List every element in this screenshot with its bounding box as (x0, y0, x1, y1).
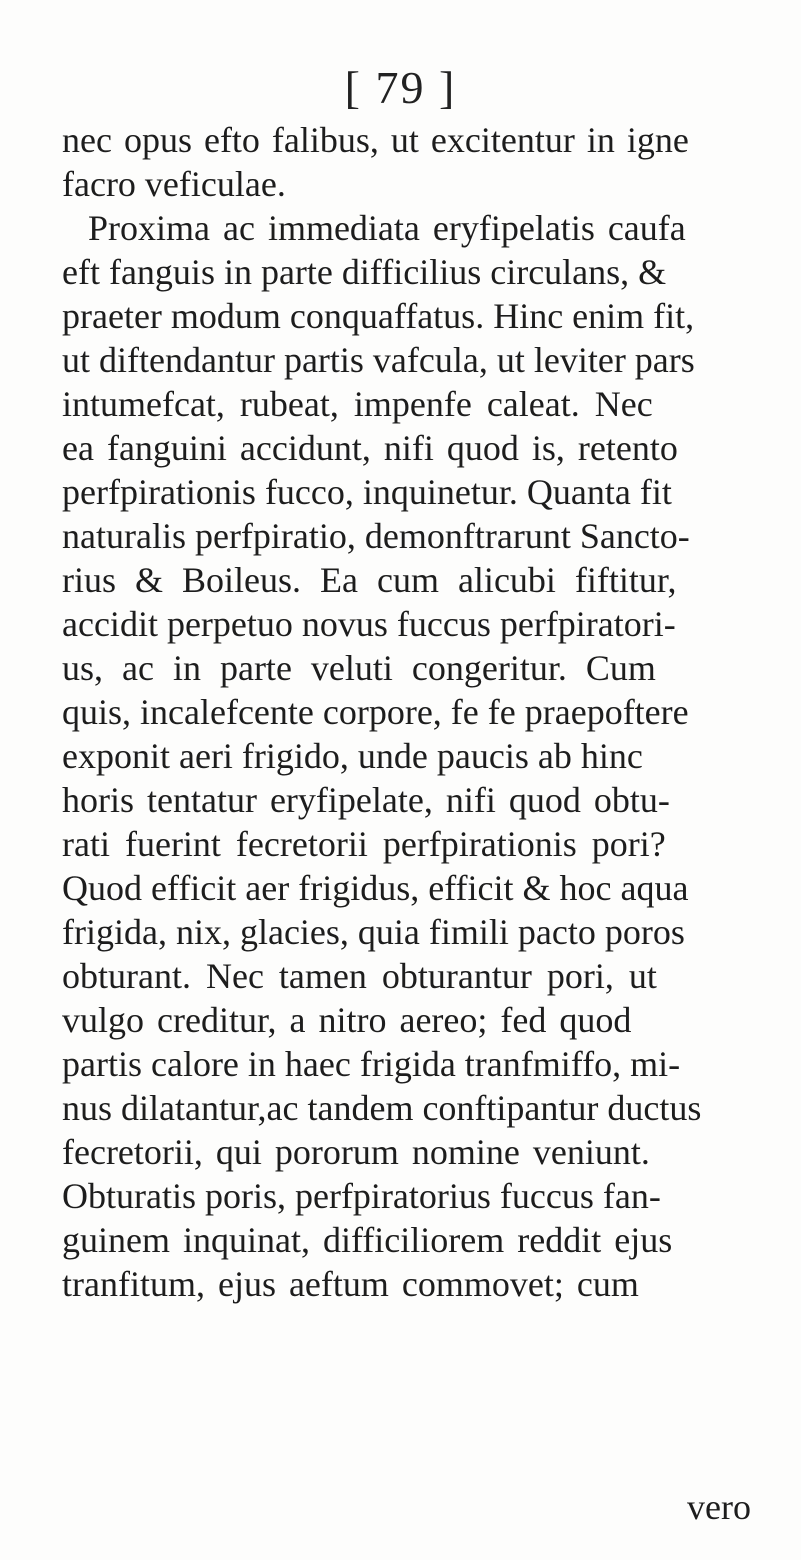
text-line: quis, incalefcente corpore, fe fe praepoftere (62, 692, 689, 732)
text-line: eft fanguis in parte difficilius circulans, & (62, 252, 667, 292)
text-line: accidit perpetuo novus fuccus perfpiratori- (62, 604, 676, 644)
catchword: vero (687, 1487, 751, 1527)
text-line: nus dilatantur,ac tandem conftipantur ductus (62, 1088, 702, 1128)
text-line: partis calore in haec frigida tranfmiffo, mi- (62, 1044, 681, 1084)
text-line: vulgo creditur, a nitro aereo; fed quod (62, 1000, 632, 1040)
text-line: us, ac in parte veluti congeritur. Cum (62, 648, 656, 688)
text-line: naturalis perfpiratio, demonftrarunt Sancto- (62, 516, 690, 556)
text-line: rati fuerint fecretorii perfpirationis pori? (62, 824, 666, 864)
text-line: rius & Boileus. Ea cum alicubi fiftitur, (62, 560, 677, 600)
text-line: guinem inquinat, difficiliorem reddit ejus (62, 1220, 673, 1260)
text-line: Quod efficit aer frigidus, efficit & hoc aqua (62, 868, 689, 908)
text-line: ut diftendantur partis vafcula, ut leviter pars (62, 340, 695, 380)
text-line: facro veficulae. (62, 164, 286, 204)
text-line: ea fanguini accidunt, nifi quod is, retento (62, 428, 678, 468)
text-line: exponit aeri frigido, unde paucis ab hinc (62, 736, 643, 776)
text-line: Obturatis poris, perfpiratorius fuccus fan- (62, 1176, 661, 1216)
text-line: fecretorii, qui pororum nomine veniunt. (62, 1132, 650, 1172)
text-line: intumefcat, rubeat, impenfe caleat. Nec (62, 384, 653, 424)
text-line: nec opus efto falibus, ut excitentur in igne (62, 120, 689, 160)
text-line: praeter modum conquaffatus. Hinc enim fit, (62, 296, 695, 336)
text-line: frigida, nix, glacies, quia fimili pacto poros (62, 912, 685, 952)
text-line: obturant. Nec tamen obturantur pori, ut (62, 956, 657, 996)
text-line: horis tentatur eryfipelate, nifi quod obtu- (62, 780, 670, 820)
text-line: tranfitum, ejus aeftum commovet; cum (62, 1264, 639, 1304)
text-line: perfpirationis fucco, inquinetur. Quanta fit (62, 472, 672, 512)
page-number: [ 79 ] (344, 62, 457, 113)
text-line: Proxima ac immediata eryfipelatis caufa (88, 208, 686, 248)
